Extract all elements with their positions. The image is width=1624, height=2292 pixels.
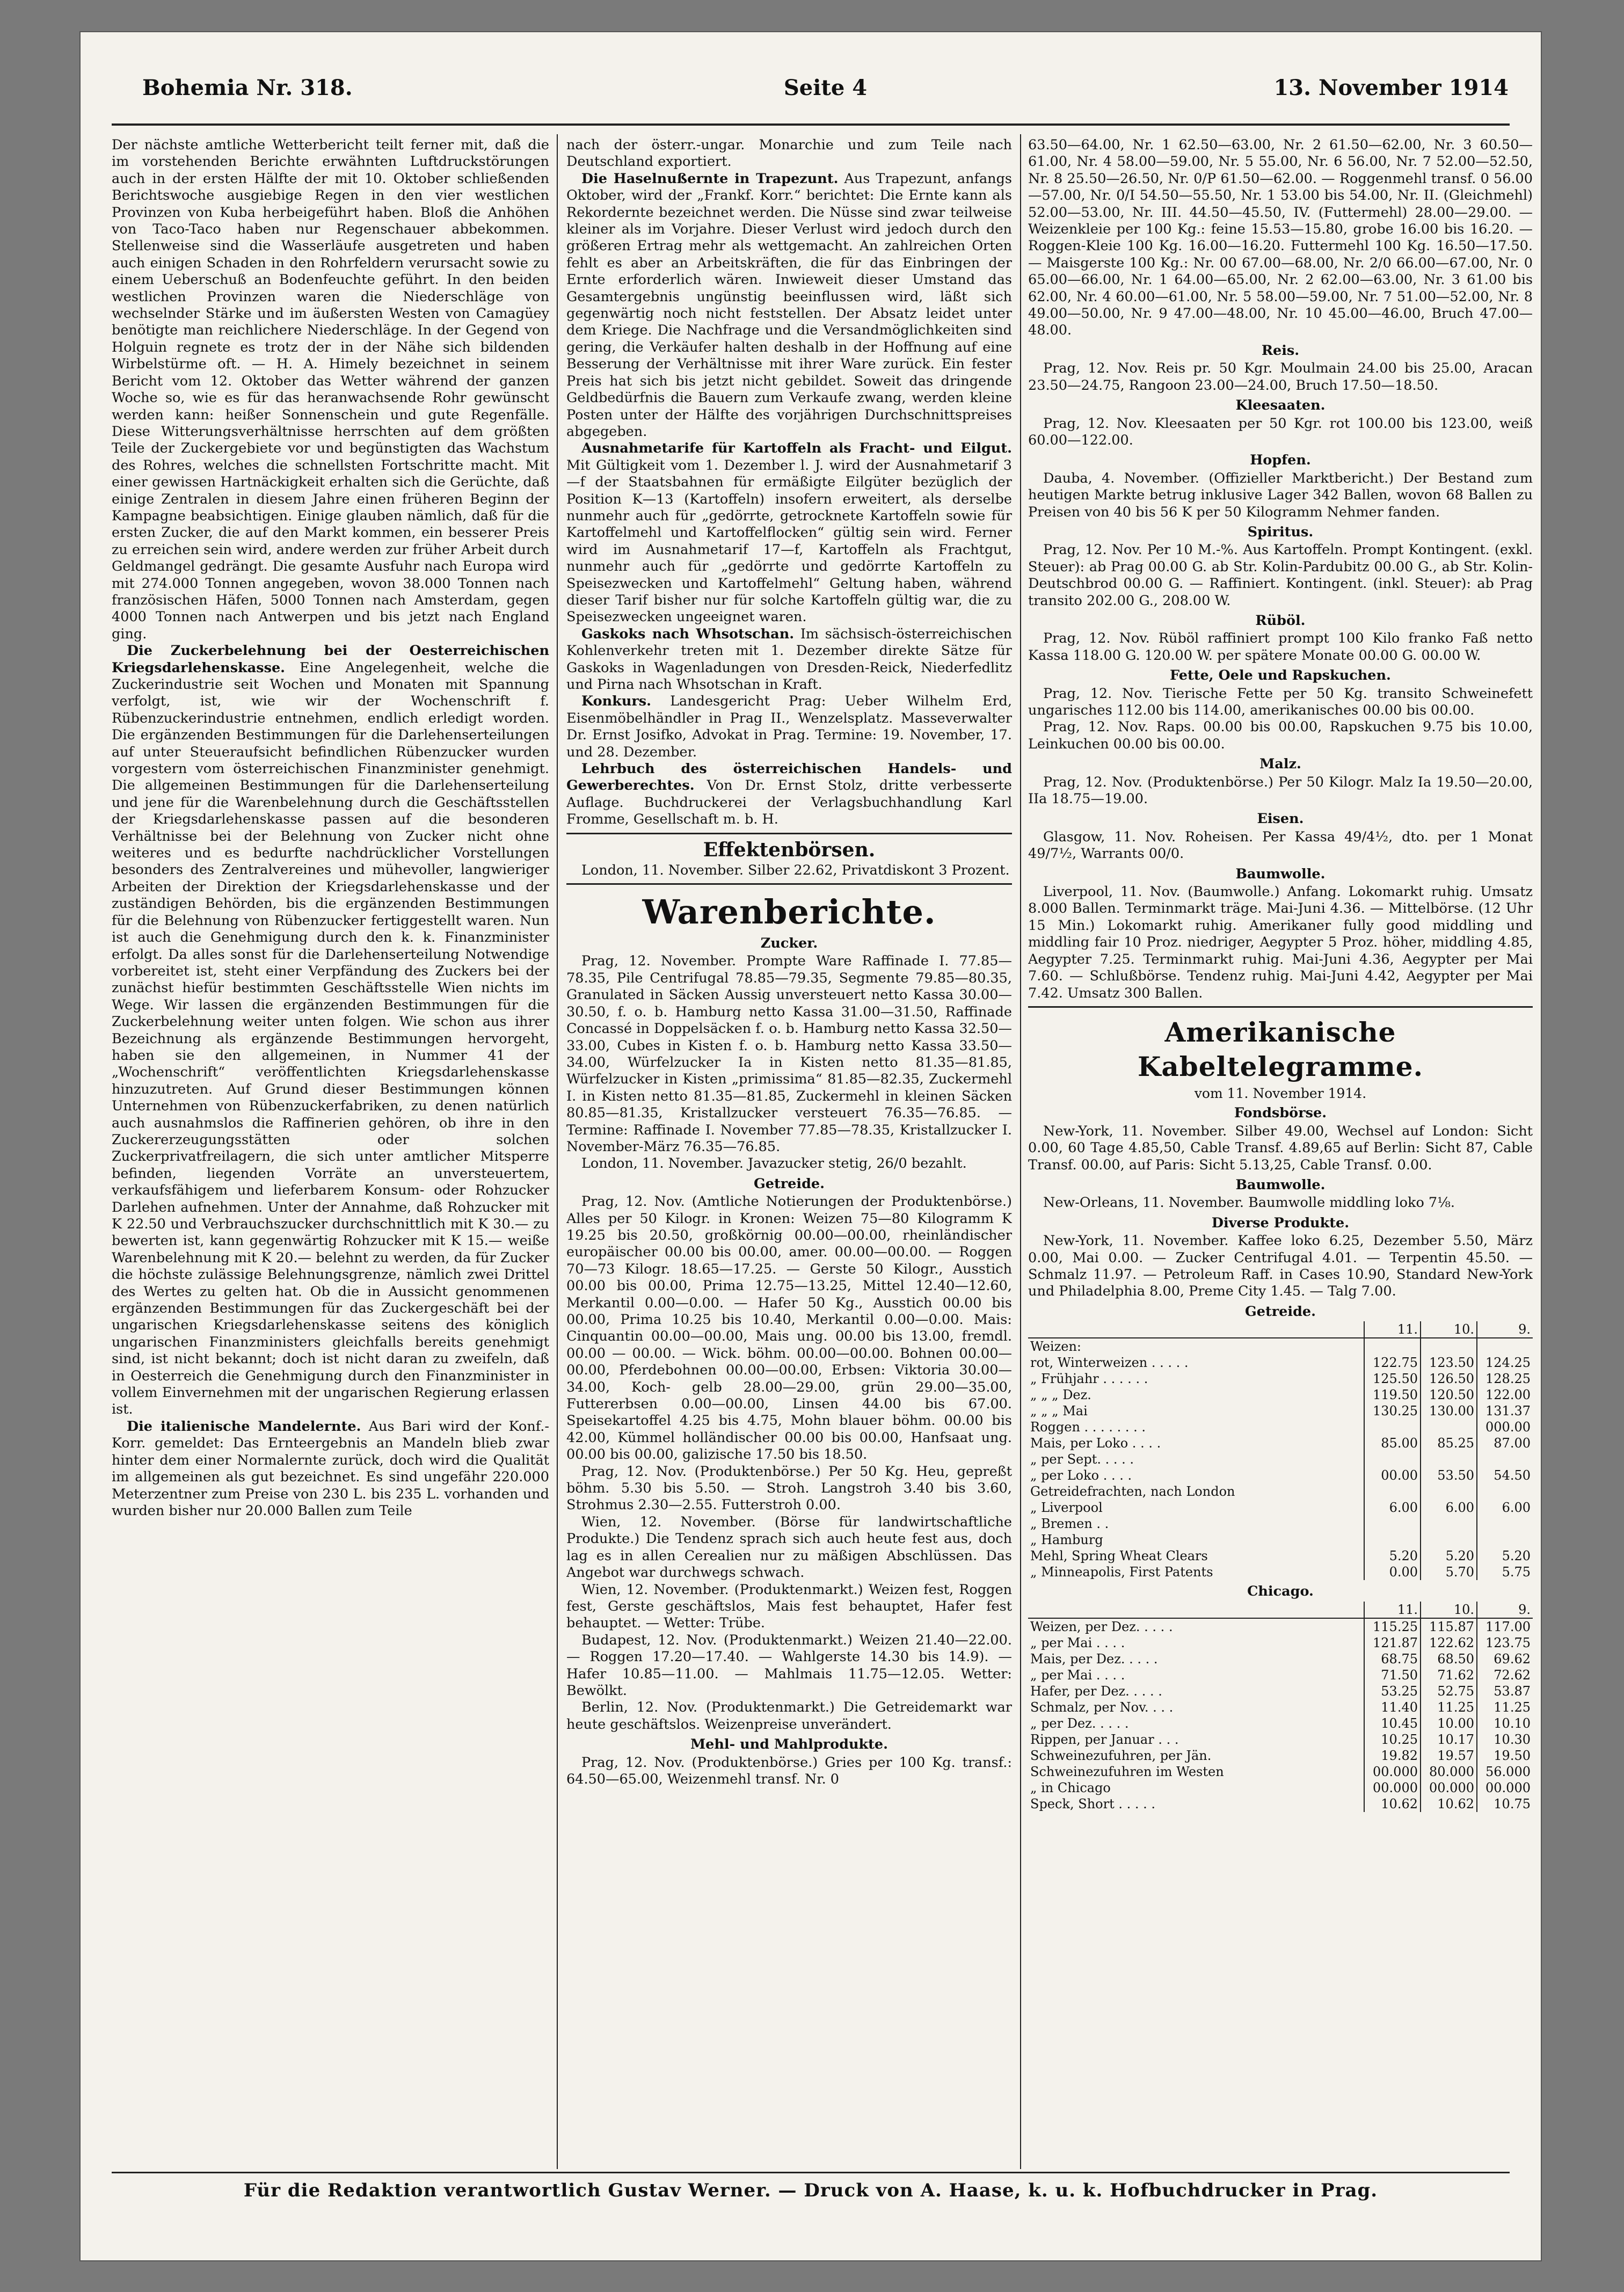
table-row <box>1028 1500 1533 1516</box>
subheading-reis: Reis. <box>1261 342 1300 359</box>
article-sugar-loans <box>112 643 549 1418</box>
table-cell: 124.25 <box>1477 1355 1533 1371</box>
table-cell <box>1421 1483 1477 1500</box>
table-cell <box>1364 1338 1421 1355</box>
table-cell: 71.62 <box>1421 1667 1477 1683</box>
hopfen-dauba: Dauba, 4. November. (Offizieller Marktbericht.) Der Bestand zum heutigen Markte betrug inklusive Lager 342 Ballen, wovon 68 Ballen zu Preisen von 40 bis 56 K per 50 Kilogramm Nehmer fanden. <box>1028 470 1533 520</box>
table-row <box>1028 1699 1533 1715</box>
article-potato-tariffs <box>566 440 1012 625</box>
getreide-wien-boerse: Wien, 12. November. (Börse für landwirtschaftliche Produkte.) Die Tendenz sprach sich auch heute fest aus, doch lag es in allen Cerealien nur zu mäßigen Abschlüssen. Das Angebot war durchwegs schwach. <box>566 1514 1012 1581</box>
baumwolle-liverpool: Liverpool, 11. Nov. (Baumwolle.) Anfang. Lokomarkt ruhig. Umsatz 8.000 Ballen. Terminmarkt träge. Mai-Juni 4.36. — Mittelbörse. (12 Uhr 15 Min.) Lokomarkt ruhig. Amerikaner fully good middling und middling fair 10 Proz. niedriger, Aegypter 5 Proz. höher, middling 4.85, Aegypter 7.25. Terminmarkt ruhig. Mai-Juni 4.36, Aegypter per Mai 7.60. — Schlußbörse. Tendenz ruhig. Mai-Juni 4.42, Aegypter per Mai 7.42. Umsatz 300 Ballen. <box>1028 884 1533 1001</box>
table-cell: 5.20 <box>1421 1548 1477 1564</box>
table-cell <box>1364 1516 1421 1532</box>
table-cell: 123.50 <box>1421 1355 1477 1371</box>
table-cell <box>1364 1451 1421 1467</box>
table-cell: 80.000 <box>1421 1764 1477 1780</box>
subheading-baumwolle: Baumwolle. <box>1235 865 1326 882</box>
table-row-label: Schmalz, per Nov. . . . <box>1030 1699 1174 1715</box>
subheading-diverse: Diverse Produkte. <box>1211 1214 1350 1231</box>
article-title: Die Haselnußernte in Trapezunt. <box>581 170 839 187</box>
table-row-label: „ per Loko . . . . <box>1030 1468 1132 1483</box>
table-row-label: rot, Winterweizen . . . . . <box>1030 1355 1189 1371</box>
section-heading-effekten: Effektenbörsen. <box>703 838 876 861</box>
chicago-table <box>1028 1602 1533 1812</box>
table-row-label: „ Hamburg <box>1030 1532 1103 1548</box>
table-cell: 10.62 <box>1421 1796 1477 1812</box>
subheading-eisen: Eisen. <box>1257 811 1304 827</box>
issue-date: 13. November 1914 <box>1273 75 1509 100</box>
table-cell: 128.25 <box>1477 1371 1533 1387</box>
table-row-label: „ „ „ Mai <box>1030 1403 1088 1419</box>
table-cell: 10.25 <box>1364 1731 1421 1748</box>
fonds-newyork: New-York, 11. November. Silber 49.00, Wechsel auf London: Sicht 0.00, 60 Tage 4.85‚50, Cable Transf. 4.89‚65 auf Berlin: Sicht 87, Cable Transf. 00.00, auf Paris: Sicht 5.13‚25, Cable Transf. 0.00. <box>1028 1123 1533 1173</box>
baumwolle-neworleans: New-Orleans, 11. November. Baumwolle middling loko 7⅛. <box>1043 1195 1455 1211</box>
table-cell: 130.25 <box>1364 1403 1421 1419</box>
table-header-cell: 11. <box>1364 1321 1421 1338</box>
table-row <box>1028 1516 1533 1532</box>
table-row-label: Mais, per Loko . . . . <box>1030 1436 1161 1451</box>
table-cell <box>1477 1516 1533 1532</box>
table-cell <box>1421 1516 1477 1532</box>
article-title: Gaskoks nach Whsotschan. <box>581 625 795 642</box>
rueboel-prag: Prag, 12. Nov. Rüböl raffiniert prompt 100 Kilo franko Faß netto Kassa 118.00 G. 120.00 W. per spätere Monate 00.00 G. 00.00 W. <box>1028 630 1533 664</box>
table-row <box>1028 1419 1533 1435</box>
table-cell: 5.75 <box>1477 1564 1533 1580</box>
table-row-label: „ Liverpool <box>1030 1500 1103 1516</box>
getreide-prag-heu: Prag, 12. Nov. (Produktenbörse.) Per 50 Kg. Heu, gepreßt böhm. 5.30 bis 5.50. — Stroh. Langstroh 3.40 bis 3.60, Strohmus 2.30—2.55. Futterstroh 0.00. <box>566 1463 1012 1514</box>
table-row-label: Schweinezufuhren, per Jän. <box>1030 1748 1212 1763</box>
table-row-label: „ Frühjahr . . . . . . <box>1030 1371 1148 1387</box>
table-cell: 10.30 <box>1477 1731 1533 1748</box>
table-cell: 0.00 <box>1364 1564 1421 1580</box>
subheading-fette: Fette, Oele und Rapskuchen. <box>1170 667 1391 684</box>
table-row <box>1028 1338 1533 1355</box>
column-rule-1 <box>557 134 558 2169</box>
table-cell: 68.75 <box>1364 1651 1421 1667</box>
notice-book <box>566 761 1012 828</box>
table-cell: 126.50 <box>1421 1371 1477 1387</box>
table-cell: 119.50 <box>1364 1387 1421 1403</box>
mehl-prag: Prag, 12. Nov. (Produktenbörse.) Gries per 100 Kg. transf.: 64.50—65.00, Weizenmehl transf. Nr. 0 <box>566 1754 1012 1787</box>
article-gaskoks <box>566 626 1012 694</box>
table-cell <box>1477 1451 1533 1467</box>
table-cell: 131.37 <box>1477 1403 1533 1419</box>
article-title: Die Zuckerbelehnung bei der Oesterreichischen Kriegsdarlehenskasse. <box>112 643 549 676</box>
table-header-row <box>1028 1321 1533 1338</box>
zucker-london: London, 11. November. Javazucker stetig, 26/0 bezahlt. <box>581 1155 967 1172</box>
table-cell: 10.45 <box>1364 1715 1421 1731</box>
table-header-cell: 9. <box>1477 1602 1533 1618</box>
table-cell <box>1477 1532 1533 1548</box>
table-cell: 11.40 <box>1364 1699 1421 1715</box>
raps-prag: Prag, 12. Nov. Raps. 00.00 bis 00.00, Rapskuchen 9.75 bis 10.00, Leinkuchen 00.00 bis 00.00. <box>1028 719 1533 752</box>
table-row-label: Speck, Short . . . . . <box>1030 1796 1156 1811</box>
table-cell: 19.57 <box>1421 1748 1477 1764</box>
effekten-london: London, 11. November. Silber 22.62, Privatdiskont 3 Prozent. <box>581 862 1010 878</box>
table-row <box>1028 1635 1533 1651</box>
column-1 <box>112 137 549 2177</box>
header-rule <box>112 123 1510 126</box>
table-cell: 121.87 <box>1364 1635 1421 1651</box>
table-cell <box>1421 1338 1477 1355</box>
table-row-label: Weizen, per Dez. . . . . <box>1030 1619 1173 1634</box>
table-cell <box>1421 1532 1477 1548</box>
table-row <box>1028 1731 1533 1748</box>
article-body: Landesgericht Prag: Ueber Wilhelm Erd, Eisenmöbelhändler in Prag II., Wenzelsplatz. Masseverwalter Dr. Ernst Josifko, Advokat in Prag. Termine: 19. November, 17. und 28. Dezember. <box>566 693 1012 760</box>
table-cell: 56.000 <box>1477 1764 1533 1780</box>
table-cell: 117.00 <box>1477 1618 1533 1635</box>
article-title: Konkurs. <box>581 693 652 710</box>
table-cell: 115.87 <box>1421 1618 1477 1635</box>
table-row-label: „ Minneapolis, First Patents <box>1030 1565 1213 1580</box>
table-row <box>1028 1651 1533 1667</box>
table-row-label: Weizen: <box>1030 1339 1081 1355</box>
article-weather-cuba: Der nächste amtliche Wetterbericht teilt ferner mit, daß die im vorstehenden Berichte erwähnten Luftdruckstörungen auch in der ersten Hälfte der mit 10. Oktober schließenden Berichtswoche ausgiebige Regen in den vier westlichen Provinzen von Kuba herbeigeführt haben. Bloß die Anhöhen von Taco-Taco haben nur Regenschauer abbekommen. Stellenweise sind die Wasserläufe ausgetreten und haben auch einigen Schaden in den Rohrfeldern verursacht sowie zu einem Ueberschuß an Bodenfeuchte geführt. In den beiden westlichen Provinzen waren die Niederschläge von wechselnder Stärke und im äußersten Westen von Camagüey benötigte man reichlichere Niederschläge. In der Gegend von Holguin regnete es trotz der in der Nähe sich bildenden Wirbelstürme oft. — H. A. Himely bezeichnet in seinem Bericht vom 12. Oktober das Wetter während der ganzen Woche so, wie es für das heranwachsende Rohr gewünscht werden kann: heißer Sonnenschein und gute Regenfälle. Diese Witterungsverhältnisse herrschten auf dem größten Teile der Zuckergebiete vor und begünstigten das Wachstum des Rohres, welches die schnellsten Fortschritte macht. Mit einer gewissen Hartnäckigkeit erhalten sich die Gerüchte, daß einige Zentralen in diesem Jahre einen früheren Beginn der Kampagne beabsichtigen. Einige glauben nämlich, daß für die ersten Zucker, die auf den Markt kommen, ein besserer Preis zu erreichen sein wird, andere werden zur früher Arbeit durch Geldmangel gedrängt. Die gesamte Ausfuhr nach Europa wird mit 274.000 Tonnen angegeben, wovon 38.000 Tonnen nach französischen Häfen, 5000 Tonnen nach Amsterdam, gegen 4000 Tonnen nach Antwerpen und bis jetzt nach England ging. <box>112 137 549 642</box>
subheading-getreide: Getreide. <box>753 1175 825 1192</box>
column-2 <box>566 137 1012 2177</box>
table-row-label: Getreidefrachten, nach London <box>1030 1484 1235 1500</box>
table-cell: 87.00 <box>1477 1435 1533 1451</box>
table-row <box>1028 1371 1533 1387</box>
table-cell: 53.87 <box>1477 1683 1533 1699</box>
subheading-getreide-ny: Getreide. <box>1244 1303 1316 1320</box>
table-cell: 69.62 <box>1477 1651 1533 1667</box>
table-cell: 123.75 <box>1477 1635 1533 1651</box>
table-header-cell: 10. <box>1421 1321 1477 1338</box>
table-header-cell: 9. <box>1477 1321 1533 1338</box>
section-rule <box>566 883 1012 885</box>
footer-rule <box>112 2172 1510 2173</box>
subheading-mehl: Mehl- und Mahlprodukte. <box>690 1736 889 1753</box>
subheading-zucker: Zucker. <box>760 935 818 952</box>
table-row <box>1028 1715 1533 1731</box>
subheading-rueboel: Rüböl. <box>1255 612 1306 629</box>
table-cell: 00.000 <box>1477 1780 1533 1796</box>
table-header-cell: 11. <box>1364 1602 1421 1618</box>
table-row <box>1028 1355 1533 1371</box>
table-row <box>1028 1796 1533 1812</box>
reis-prag: Prag, 12. Nov. Reis pr. 50 Kgr. Moulmain 24.00 bis 25.00, Aracan 23.50—24.75, Rangoon 23.00—24.00, Bruch 17.50—18.50. <box>1028 360 1533 394</box>
mehl-continuation: 63.50—64.00, Nr. 1 62.50—63.00, Nr. 2 61.50—62.00, Nr. 3 60.50—61.00, Nr. 4 58.00—59.00, Nr. 5 55.00, Nr. 6 56.00, Nr. 7 52.00—52.50, Nr. 8 25.50—26.50, Nr. 0/P 61.50—62.00. — Roggenmehl transf. 0 56.00—57.00, Nr. 0/I 54.50—55.50, Nr. 1 53.00 bis 54.00, Nr. II. (Gleichmehl) 52.00—53.00, Nr. III. 44.50—45.50, IV. (Futtermehl) 28.00—29.00. — Weizenkleie per 100 Kg.: feine 15.53—15.80, grobe 16.00 bis 16.20. — Roggen-Kleie 100 Kg. 16.00—16.20. Futtermehl 100 Kg. 16.50—17.50. — Maisgerste 100 Kg.: Nr. 00 67.00—68.00, Nr. 2/0 66.00—67.00, Nr. 0 65.00—66.00, Nr. 1 64.00—65.00, Nr. 2 62.00—63.00, Nr. 3 61.00 bis 62.00, Nr. 4 60.00—61.00, Nr. 5 58.00—59.00, Nr. 7 51.00—52.00, Nr. 8 49.00—50.00, Nr. 9 47.00—48.00, Nr. 10 45.00—46.00, Bruch 47.00—48.00. <box>1028 137 1533 339</box>
table-row <box>1028 1403 1533 1419</box>
table-cell: 19.50 <box>1477 1748 1533 1764</box>
table-cell: 00.000 <box>1364 1764 1421 1780</box>
article-body: Von Dr. Ernst Stolz, dritte verbesserte Auflage. Buchdruckerei der Verlagsbuchhandlung Karl Fromme, Gesellschaft m. b. H. <box>566 777 1012 828</box>
table-cell: 5.70 <box>1421 1564 1477 1580</box>
section-rule <box>1028 1006 1533 1008</box>
table-cell: 68.50 <box>1421 1651 1477 1667</box>
table-row <box>1028 1780 1533 1796</box>
fette-prag: Prag, 12. Nov. Tierische Fette per 50 Kg. transito Schweinefett ungarisches 112.00 bis 114.00, amerikanisches 00.00 bis 00.00. <box>1028 685 1533 718</box>
table-cell: 122.00 <box>1477 1387 1533 1403</box>
subheading-fondsboerse: Fondsbörse. <box>1234 1105 1327 1122</box>
table-cell: 52.75 <box>1421 1683 1477 1699</box>
table-row-label: „ „ „ Dez. <box>1030 1387 1091 1403</box>
table-cell: 122.75 <box>1364 1355 1421 1371</box>
table-cell: 85.00 <box>1364 1435 1421 1451</box>
table-cell: 11.25 <box>1477 1699 1533 1715</box>
table-cell: 10.62 <box>1364 1796 1421 1812</box>
section-heading-amerikanische: Amerikanische Kabeltelegramme. <box>1137 1016 1424 1082</box>
table-cell: 5.20 <box>1364 1548 1421 1564</box>
column-rule-2 <box>1020 134 1021 2169</box>
table-cell: 19.82 <box>1364 1748 1421 1764</box>
table-cell: 5.20 <box>1477 1548 1533 1564</box>
table-cell: 000.00 <box>1477 1419 1533 1435</box>
table-cell: 00.00 <box>1364 1467 1421 1483</box>
getreide-prag-amtlich: Prag, 12. Nov. (Amtliche Notierungen der Produktenbörse.) Alles per 50 Kilogr. in Kronen: Weizen 75—80 Kilogramm K 19.25 bis 20.50, großkörnig 00.00—00.00, rheinländischer europäischer 00.00 bis 00.00, amer. 00.00—00.00. — Roggen 70—73 Kilogr. 18.65—17.25. — Gerste 50 Kilogr., Ausstich 00.00 bis 00.00, Prima 12.75—13.25, Mittel 12.40—12.60, Merkantil 0.00—0.00. — Hafer 50 Kg., Ausstich 00.00 bis 00.00, Prima 10.25 bis 10.40, Merkantil 0.00—0.00. Mais: Cinquantin 00.00—00.00, Mais ung. 00.00 bis 13.00, fremdl. 00.00 — 00.00. — Wick. böhm. 00.00—00.00. Bohnen 00.00—00.00, Pferdebohnen 00.00—00.00, Erbsen: Viktoria 30.00—34.00, Koch- gelb 28.00—29.00, grün 29.00—35.00, Futtererbsen 0.00—00.00, Linsen 44.00 bis 67.00. Speisekartoffel 4.25 bis 4.75, Mohn blauer böhm. 00.00 bis 42.00, Kümmel holländischer 00.00 bis 00.00, Hanfsaat ung. 00.00 bis 00.00, galizische 17.50 bis 18.50. <box>566 1194 1012 1463</box>
newspaper-page <box>81 32 1541 2260</box>
table-cell: 6.00 <box>1364 1500 1421 1516</box>
table-row-label: Schweinezufuhren im Westen <box>1030 1764 1224 1779</box>
table-row <box>1028 1564 1533 1580</box>
table-cell: 130.00 <box>1421 1403 1477 1419</box>
section-rule <box>566 833 1012 834</box>
table-cell: 54.50 <box>1477 1467 1533 1483</box>
table-row-label: „ per Dez. . . . . <box>1030 1715 1129 1731</box>
subheading-hopfen: Hopfen. <box>1250 452 1311 469</box>
article-body: Im sächsisch-österreichischen Kohlenverkehr treten mit 1. Dezember direkte Sätze für Gaskoks in Wagenladungen von Dresden-Reick, Niederfedlitz und Pirna nach Whsotschan in Kraft. <box>566 625 1012 693</box>
table-cell: 71.50 <box>1364 1667 1421 1683</box>
table-row <box>1028 1618 1533 1635</box>
table-cell <box>1477 1483 1533 1500</box>
table-cell: 85.25 <box>1421 1435 1477 1451</box>
table-row <box>1028 1667 1533 1683</box>
klee-prag: Prag, 12. Nov. Kleesaaten per 50 Kgr. rot 100.00 bis 123.00, weiß 60.00—122.00. <box>1028 415 1533 448</box>
table-row-label: „ per Sept. . . . . <box>1030 1452 1134 1467</box>
table-header-cell <box>1028 1602 1364 1618</box>
getreide-table <box>1028 1321 1533 1580</box>
table-cell: 122.62 <box>1421 1635 1477 1651</box>
notice-konkurs <box>566 693 1012 761</box>
subheading-chicago: Chicago. <box>1247 1583 1314 1600</box>
table-cell: 11.25 <box>1421 1699 1477 1715</box>
table-cell: 00.000 <box>1364 1780 1421 1796</box>
article-body: Eine Angelegenheit, welche die Zuckerindustrie seit Wochen und Monaten mit Spannung verfolgt, ist, wie wir der Wochenschrift f. Rübenzuckerindustrie entnehmen, endlich erledigt worden. Die ergänzenden Bestimmungen für die Darlehenserteilungen auf unter Steueraufsicht befindlichen Rübenzucker wurden vorgestern vom österreichischen Finanzminister genehmigt. Die allgemeinen Bestimmungen für die Darlehenserteilung und jene für die Warenbelehnung durch die Geschäftsstellen der Kriegsdarlehenskasse passen auf die besonderen Verhältnisse bei der Belehnung von Zucker nicht ohne weiteres und es bedurfte nachdrücklicher Vorstellungen besonders des Zentralvereines und mühevoller, langwieriger Arbeiten der Direktion der Kriegsdarlehenskasse und der zuständigen Behörden, bis die ergänzenden Bestimmungen für die Belehnung von Rübenzucker fertiggestellt waren. Nun ist auch die Genehmigung durch den k. k. Finanzminister erfolgt. Da alles sonst für die Darlehenserteilung Notwendige vorbereitet ist, steht einer Verpfändung des Zuckers bei der zunächst hiefür bestimmten Geschäftsstelle Wien nichts im Wege. Wir lassen die ergänzenden Bestimmungen für die Zuckerbelehnung weiter unten folgen. Wie schon aus ihrer Bezeichnung als ergänzende Bestimmungen hervorgeht, haben sie den allgemeinen, in Nummer 41 der „Wochenschrift“ veröffentlichten Kriegsdarlehenskasse hinzuzutreten. Auf Grund dieser Bestimmungen können Unternehmen von Rübenzuckerfabriken, zu denen natürlich auch ausnahmslos die Raffinerien gehören, ob ihre in den Zuckererzeugungsstätten oder solchen Zuckerprivatfreilagern, die sich unter amtlicher Mitsperre befinden, liegenden Vorräte an unversteuertem, verkaufsfähigem und lieferbarem Konsum- oder Rohzucker Darlehen aufnehmen. Unter der Annahme, daß Rohzucker mit K 22.50 und Verbrauchszucker durchschnittlich mit K 30.— zu bewerten ist, kann gegenwärtig Rohzucker mit K 15.— weiße Warenbelehnung mit K 20.— belehnt zu werden, da für Zucker die höchste zulässige Belehnungsgrenze, nämlich zwei Drittel des Wertes zu gelten hat. Ob die in Aussicht genommenen ergänzenden Bestimmungen für das Zuckergeschäft bei der ungarischen Kriegsdarlehenskasse seitens des königlich ungarischen Finanzministers gleichfalls bereits genehmigt sind, ist nicht bekannt; doch ist nicht daran zu zweifeln, daß in Oesterreich die Genehmigung durch den Finanzminister in vollem Einvernehmen mit der ungarischen Regierung erlassen ist. <box>112 659 549 1418</box>
table-cell: 53.25 <box>1364 1683 1421 1699</box>
subheading-malz: Malz. <box>1259 756 1301 773</box>
table-row <box>1028 1532 1533 1548</box>
article-title: Die italienische Mandelernte. <box>127 1418 361 1435</box>
getreide-berlin: Berlin, 12. Nov. (Produktenmarkt.) Die Getreidemarkt war heute geschäftslos. Weizenpreise unverändert. <box>566 1699 1012 1733</box>
table-row <box>1028 1435 1533 1451</box>
table-row-label: „ in Chicago <box>1030 1780 1111 1795</box>
table-cell: 10.17 <box>1421 1731 1477 1748</box>
page-number: Seite 4 <box>783 75 868 100</box>
table-cell: 72.62 <box>1477 1667 1533 1683</box>
table-row <box>1028 1387 1533 1403</box>
masthead-issue: Bohemia Nr. 318. <box>142 75 353 100</box>
table-cell <box>1364 1532 1421 1548</box>
subheading-baumwolle-2: Baumwolle. <box>1235 1176 1326 1193</box>
table-row-label: „ per Mai . . . . <box>1030 1667 1125 1683</box>
subheading-spiritus: Spiritus. <box>1247 523 1314 540</box>
table-cell <box>1421 1419 1477 1435</box>
table-header-row <box>1028 1602 1533 1618</box>
table-cell: 00.000 <box>1421 1780 1477 1796</box>
article-body: Mit Gültigkeit vom 1. Dezember l. J. wird der Ausnahmetarif 3—f der Staatsbahnen für ermäßigte Eilgüter bezüglich der Position K—13 (Kartoffeln) insofern erweitert, als derselbe nunmehr auch für „gedörrte, getrocknete Kartoffeln sowie für Kartoffelmehl und Kartoffelflocken“ gültig sein wird. Ferner wird im Ausnahmetarif 17—f, Kartoffeln als Frachtgut, nunmehr auch für „gedörrte und gedörrte Kartoffeln zu Speisezwecken und Kartoffelmehl“ Geltung haben, während dieser Tarif bisher nur für solche Kartoffeln gültig war, die zu Speisezwecken ungeeignet waren. <box>566 457 1012 625</box>
table-cell <box>1421 1451 1477 1467</box>
column-3 <box>1028 137 1533 2177</box>
table-cell: 10.75 <box>1477 1796 1533 1812</box>
article-title: Lehrbuch des österreichischen Handels- und Gewerberechtes. <box>566 761 1012 794</box>
table-row <box>1028 1548 1533 1564</box>
table-cell: 6.00 <box>1477 1500 1533 1516</box>
table-row-label: „ per Mai . . . . <box>1030 1635 1125 1650</box>
zucker-prag: Prag, 12. November. Prompte Ware Raffinade I. 77.85—78.35, Pile Centrifugal 78.85—79.35, Segmente 79.85—80.35, Granulated in Säcken Aussig unversteuert netto Kassa 30.00—30.50, f. o. b. Hamburg netto Kassa 31.00—31.50, Raffinade Concassé in Doppelsäcken f. o. b. Hamburg netto Kassa 32.50—33.00, Cubes in Kisten f. o. b. Hamburg netto Kassa 33.50—34.00, Würfelzucker Ia in Kisten netto 81.35—81.85, Würfelzucker in Kisten „primissima“ 81.85—82.35, Zuckermehl I. in Kisten netto 81.35—81.85, Zuckermehl in kleinen Säcken 80.85—81.35, Kristallzucker versteuert 76.35—76.85. — Termine: Raffinade I. November 77.85—78.35, Kristallzucker I. November-März 76.35—76.85. <box>566 953 1012 1155</box>
page-header <box>142 75 1509 113</box>
table-row <box>1028 1748 1533 1764</box>
imprint-footer: Für die Redaktion verantwortlich Gustav Werner. — Druck von A. Haase, k. u. k. Hofbuchdrucker in Prag. <box>243 2180 1378 2201</box>
table-row-label: Mais, per Dez. . . . . <box>1030 1651 1158 1667</box>
getreide-wien-markt: Wien, 12. November. (Produktenmarkt.) Weizen fest, Roggen fest, Gerste geschäftslos, Mais fest behauptet, Hafer fest behauptet. — Wetter: Trübe. <box>566 1581 1012 1632</box>
table-row-label: Rippen, per Januar . . . <box>1030 1731 1179 1747</box>
spiritus-prag: Prag, 12. Nov. Per 10 M.-%. Aus Kartoffeln. Prompt Kontingent. (exkl. Steuer): ab Prag 00.00 G. ab Str. Kolin-Pardubitz 00.00 G., ab Str. Kolin-Deutschbrod 00.00 G. — Raffiniert. Kontingent. (inkl. Steuer): ab Prag transito 202.00 G., 208.00 W. <box>1028 542 1533 609</box>
article-body: Aus Trapezunt, anfangs Oktober, wird der „Frankf. Korr.“ berichtet: Die Ernte kann als Rekordernte bezeichnet werden. Die Nüsse sind zwar teilweise kleiner als im Vorjahre. Dieser Verlust wird jedoch durch den größeren Ertrag mehr als wettgemacht. An zahlreichen Orten fehlt es aber an Arbeitskräften, die für das Einbringen der Ernte erforderlich wären. Inwieweit dieser Umstand das Gesamtergebnis ungünstig beeinflussen wird, läßt sich gegenwärtig noch nicht feststellen. Der Absatz leidet unter dem Kriege. Die Nachfrage und die Versandmöglichkeiten sind gering, die Verkäufer halten deshalb in der Hoffnung auf eine Besserung der Verhältnisse mit ihrer Ware zurück. Ein fester Preis hat sich bis jetzt nicht gebildet. Soweit das dringende Geldbedürfnis die Bauern zum Verkaufe zwang, werden kleine Posten unter der Hälfte des vorjährigen Durchschnittspreises abgegeben. <box>566 170 1012 440</box>
table-cell: 125.50 <box>1364 1371 1421 1387</box>
article-almond-harvest <box>112 1418 549 1519</box>
table-cell: 53.50 <box>1421 1467 1477 1483</box>
article-hazelnut <box>566 171 1012 441</box>
table-row <box>1028 1467 1533 1483</box>
table-row <box>1028 1451 1533 1467</box>
table-cell <box>1364 1483 1421 1500</box>
article-continuation: nach der österr.-ungar. Monarchie und zum Teile nach Deutschland exportiert. <box>566 137 1012 170</box>
table-row-label: „ Bremen . . <box>1030 1516 1109 1532</box>
table-row-label: Roggen . . . . . . . . <box>1030 1420 1146 1435</box>
table-cell: 10.10 <box>1477 1715 1533 1731</box>
table-cell: 6.00 <box>1421 1500 1477 1516</box>
table-row-label: Mehl, Spring Wheat Clears <box>1030 1548 1208 1564</box>
table-cell: 115.25 <box>1364 1618 1421 1635</box>
section-date: vom 11. November 1914. <box>1194 1085 1367 1101</box>
table-header-cell: 10. <box>1421 1602 1477 1618</box>
diverse-newyork: New-York, 11. November. Kaffee loko 6.25, Dezember 5.50, März 0.00, Mai 0.00. — Zucker Centrifugal 4.01. — Terpentin 45.50. — Schmalz 11.97. — Petroleum Raff. in Cases 10.90, Standard New-York und Philadelphia 8.00, Preme City 1.45. — Talg 7.00. <box>1028 1233 1533 1300</box>
table-cell: 120.50 <box>1421 1387 1477 1403</box>
section-heading-warenberichte: Warenberichte. <box>642 892 936 932</box>
table-cell: 10.00 <box>1421 1715 1477 1731</box>
getreide-budapest: Budapest, 12. Nov. (Produktenmarkt.) Weizen 21.40—22.00. — Roggen 17.20—17.40. — Wahlgerste 14.30 bis 14.9). — Hafer 10.85—11.00. — Mahlmais 11.75—12.05. Wetter: Bewölkt. <box>566 1632 1012 1699</box>
article-body: Aus Bari wird der Konf.-Korr. gemeldet: Das Ernteergebnis an Mandeln blieb zwar hinter dem einer Normalernte zurück, doch wird die Qualität im allgemeinen als gut bezeichnet. Es sind ungefähr 220.000 Meterzentner zum Preise von 230 L. bis 235 L. vorhanden und wurden bisher nur 20.000 Ballen zum Teile <box>112 1418 549 1519</box>
table-row <box>1028 1764 1533 1780</box>
article-title: Ausnahmetarife für Kartoffeln als Fracht- und Eilgut. <box>581 440 1012 457</box>
table-header-cell <box>1028 1321 1364 1338</box>
table-row <box>1028 1683 1533 1699</box>
table-cell <box>1477 1338 1533 1355</box>
subheading-kleesaaten: Kleesaaten. <box>1235 397 1326 414</box>
malz-prag: Prag, 12. Nov. (Produktenbörse.) Per 50 Kilogr. Malz Ia 19.50—20.00, IIa 18.75—19.00. <box>1028 774 1533 807</box>
table-row <box>1028 1483 1533 1500</box>
table-row-label: Hafer, per Dez. . . . . <box>1030 1683 1162 1699</box>
table-cell <box>1364 1419 1421 1435</box>
eisen-glasgow: Glasgow, 11. Nov. Roheisen. Per Kassa 49/4½, dto. per 1 Monat 49/7½, Warrants 00/0. <box>1028 828 1533 862</box>
